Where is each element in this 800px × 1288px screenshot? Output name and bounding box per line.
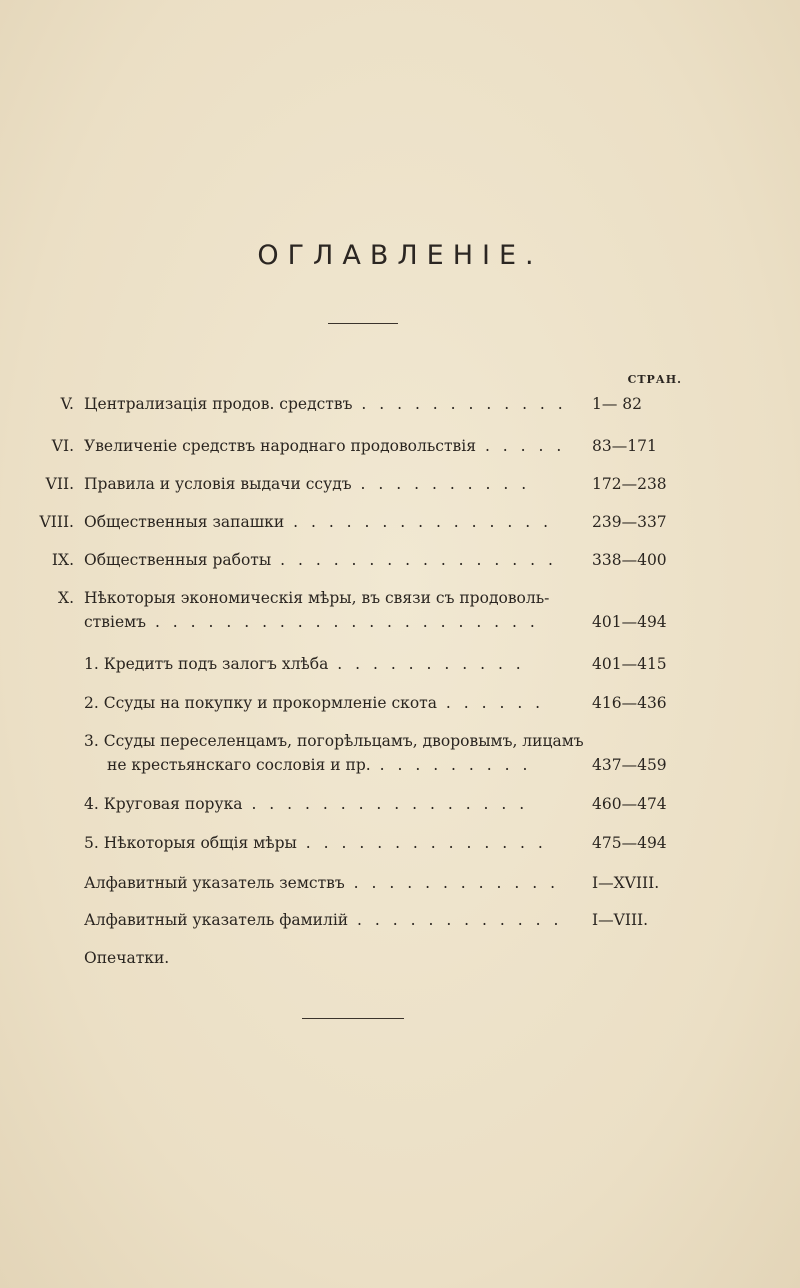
toc-appendix[interactable] — [0, 908, 800, 932]
page-range: I—XVIII. — [592, 874, 660, 892]
end-rule — [302, 1018, 404, 1019]
toc-subentry[interactable] — [0, 729, 800, 753]
chapter-number: VII. — [45, 475, 74, 493]
toc-entry-continuation — [0, 610, 800, 634]
toc-entry[interactable] — [0, 472, 800, 496]
dot-leader: . . . . . . . . . . . . — [352, 395, 567, 413]
page-range: 437—459 — [592, 756, 667, 774]
toc-entry[interactable] — [0, 548, 800, 572]
dot-leader: . . . . . . . . . . . . . . — [296, 834, 547, 852]
dot-leader: . . . . . . . . . . . . . . . — [284, 513, 552, 531]
title-rule — [328, 323, 398, 324]
toc-appendix[interactable] — [0, 946, 800, 970]
chapter-number: VI. — [51, 437, 74, 455]
appendix-title: Алфавитный указатель фамилій . . . . . . . . . . . . — [84, 911, 563, 929]
page-range: 401—415 — [592, 655, 667, 673]
toc-subentry[interactable] — [0, 691, 800, 715]
entry-title: Правила и условія выдачи ссудъ . . . . . . . . . . — [84, 475, 531, 493]
entry-title: Централизація продов. средствъ . . . . . . . . . . . . — [84, 395, 567, 413]
page-range: 83—171 — [592, 437, 657, 455]
appendix-title: Алфавитный указатель земствъ . . . . . . . . . . . . — [84, 874, 559, 892]
page-range: 416—436 — [592, 694, 667, 712]
chapter-number: IX. — [51, 551, 74, 569]
page-range: 460—474 — [592, 795, 667, 813]
page-range: 172—238 — [592, 475, 667, 493]
toc-appendix[interactable] — [0, 871, 800, 895]
toc-subentry[interactable] — [0, 652, 800, 676]
page-range: 475—494 — [592, 834, 667, 852]
page-range: I—VIII. — [592, 911, 649, 929]
subentry-title: 5. Нѣкоторыя общія мѣры . . . . . . . . . . . . . . — [84, 834, 547, 852]
toc-entry[interactable] — [0, 434, 800, 458]
page-title: ОГЛАВЛЕНІЕ. — [257, 240, 543, 271]
subentry-title: 2. Ссуды на покупку и прокормленіе скота . . . . . . — [84, 694, 545, 712]
dot-leader: . . . . . . . . . . . . . . . . . . . . . . — [146, 613, 539, 631]
page-range: 239—337 — [592, 513, 667, 531]
entry-title-line-1: Нѣкоторыя экономическія мѣры, въ связи съ продоволь- — [84, 589, 550, 607]
entry-title: Общественныя запашки . . . . . . . . . . . . . . . — [84, 513, 552, 531]
pages-column-header: СТРАН. — [627, 373, 682, 386]
page-range: 1— 82 — [592, 395, 643, 413]
toc-subentry[interactable] — [0, 792, 800, 816]
subentry-title-line-1: 3. Ссуды переселенцамъ, погорѣльцамъ, дворовымъ, лицамъ — [84, 732, 584, 750]
dot-leader: . . . . . — [476, 437, 566, 455]
toc-entry[interactable] — [0, 586, 800, 610]
dot-leader: . . . . . . . . . . . — [328, 655, 525, 673]
toc-subentry-continuation — [0, 753, 800, 777]
dot-leader: . . . . . . . . . . . . — [344, 874, 559, 892]
chapter-number: V. — [60, 395, 74, 413]
dot-leader: . . . . . . . . . . . . . . . . — [271, 551, 557, 569]
toc-entry[interactable] — [0, 510, 800, 534]
appendix-title: Опечатки. — [84, 949, 170, 967]
subentry-title: 4. Круговая порука . . . . . . . . . . . . . . . . — [84, 795, 529, 813]
page-range: 401—494 — [592, 613, 667, 631]
chapter-number: VIII. — [39, 513, 74, 531]
toc-subentry[interactable] — [0, 831, 800, 855]
page-range: 338—400 — [592, 551, 667, 569]
dot-leader: . . . . . . . . . . . . — [348, 911, 563, 929]
dot-leader: . . . . . . . . . — [370, 756, 532, 774]
entry-title-line-2: ствіемъ . . . . . . . . . . . . . . . . . . . . . . — [84, 613, 539, 631]
dot-leader: . . . . . . . . . . — [351, 475, 531, 493]
toc-entry[interactable] — [0, 392, 800, 416]
entry-title: Увеличеніе средствъ народнаго продовольствія . . . . . — [84, 437, 566, 455]
subentry-title-line-2: не крестьянскаго сословія и пр. . . . . . . . . . — [107, 756, 532, 774]
entry-title: Общественныя работы . . . . . . . . . . . . . . . . — [84, 551, 557, 569]
dot-leader: . . . . . . . . . . . . . . . . — [242, 795, 529, 813]
dot-leader: . . . . . . — [436, 694, 545, 712]
chapter-number: X. — [58, 589, 74, 607]
subentry-title: 1. Кредитъ подъ залогъ хлѣба . . . . . . . . . . . — [84, 655, 525, 673]
